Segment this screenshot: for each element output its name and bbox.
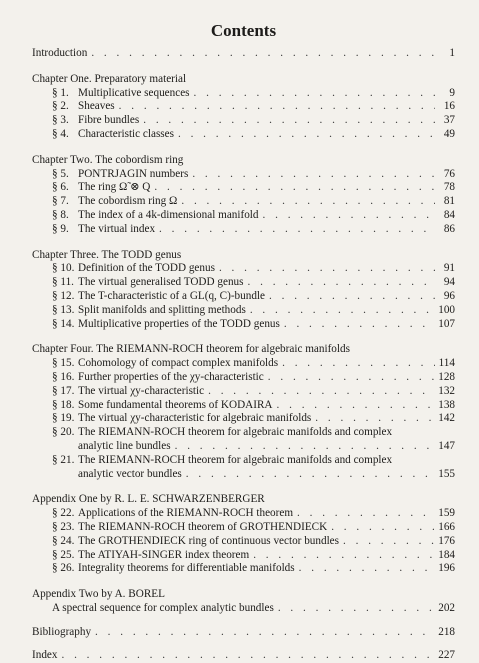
appendix-heading: Appendix One by R. L. E. SCHWARZENBERGER (32, 493, 265, 506)
toc-section (32, 507, 455, 521)
leader-dots (119, 100, 435, 114)
section-number: § 6. (52, 181, 69, 194)
section-number: § 22. (52, 507, 75, 520)
section-title: Multiplicative sequences (78, 86, 190, 99)
toc-section (32, 168, 455, 182)
leader-dots (250, 304, 434, 318)
section-title: Applications of the RIEMANN-ROCH theorem (78, 507, 294, 520)
section-number: § 19. (52, 412, 75, 425)
section-title: Multiplicative properties of the TODD genus (78, 317, 280, 330)
leader-dots (253, 549, 434, 563)
page-number: 147 (438, 439, 455, 452)
toc-section (32, 262, 455, 276)
leader-dots (263, 209, 435, 223)
toc-section (32, 371, 455, 385)
leader-dots (299, 562, 435, 576)
page-number: 138 (438, 398, 455, 411)
toc-section (32, 399, 455, 413)
leader-dots (192, 168, 435, 182)
toc-section (32, 276, 455, 290)
section-title: Sheaves (78, 100, 115, 113)
leader-dots (154, 181, 435, 195)
leader-dots (91, 47, 435, 61)
section-title: The T-characteristic of a GL(q, C)-bundle (78, 289, 266, 302)
page-number: 176 (438, 534, 455, 547)
section-number: § 21. (52, 453, 75, 466)
page-number: 155 (438, 467, 455, 480)
toc-section (32, 535, 455, 549)
leader-dots (269, 290, 435, 304)
section-title: Fibre bundles (78, 114, 140, 127)
leader-dots (186, 468, 434, 482)
toc-section (32, 195, 455, 209)
page-number: 1 (449, 47, 455, 59)
page-number: 142 (438, 412, 455, 425)
section-title: The ring Ω̃ ⊗ Q (78, 181, 151, 194)
toc-section-wrapped (32, 426, 455, 440)
page-number: 81 (443, 195, 455, 208)
section-number: § 18. (52, 398, 75, 411)
leader-dots (282, 357, 435, 371)
page-number: 94 (443, 276, 455, 289)
leader-dots (277, 399, 435, 413)
section-title: Characteristic classes (78, 127, 174, 140)
chapter-heading: Chapter Three. The TODD genus (32, 248, 182, 261)
section-number: § 26. (52, 562, 75, 575)
section-number: § 3. (52, 114, 69, 127)
toc-section (32, 223, 455, 237)
toc-section (32, 128, 455, 142)
leader-dots (208, 385, 434, 399)
leader-dots (268, 371, 434, 385)
chapter-heading: Chapter One. Preparatory material (32, 72, 187, 85)
section-title-line1: The RIEMANN-ROCH theorem for algebraic manifolds and complex (78, 453, 393, 466)
toc-section (32, 114, 455, 128)
section-title: The index of a 4k-dimensional manifold (78, 208, 259, 221)
section-title-line1: The RIEMANN-ROCH theorem for algebraic manifolds and complex (78, 426, 393, 439)
page-number: 166 (438, 520, 455, 533)
section-title: Cohomology of compact complex manifolds (78, 357, 279, 370)
section-number: § 24. (52, 534, 75, 547)
section-number: § 25. (52, 548, 75, 561)
page-number: 184 (438, 548, 455, 561)
section-title: The cobordism ring Ω (78, 195, 178, 208)
entry-label: Index (32, 649, 58, 662)
entry-label: Introduction (32, 47, 88, 59)
leader-dots (248, 276, 436, 290)
chapter-heading: Chapter Two. The cobordism ring (32, 153, 184, 166)
toc-entry-bibliography (32, 626, 455, 640)
toc-section (32, 87, 455, 101)
toc-entry-index (32, 649, 455, 663)
section-number: § 10. (52, 262, 75, 275)
section-number: § 4. (52, 127, 69, 140)
section-number: § 23. (52, 520, 75, 533)
section-title: The virtual generalised TODD genus (78, 276, 244, 289)
page-number: 76 (443, 167, 455, 180)
section-number: § 1. (52, 86, 69, 99)
page-number: 96 (443, 289, 455, 302)
section-title: The RIEMANN-ROCH theorem of GROTHENDIECK (78, 520, 328, 533)
page-number: 132 (438, 384, 455, 397)
page-number: 218 (438, 625, 455, 638)
section-number: § 2. (52, 100, 69, 113)
section-title: PONTRJAGIN numbers (78, 167, 189, 180)
toc-section (32, 357, 455, 371)
section-number: § 7. (52, 195, 69, 208)
section-title-line2: analytic vector bundles (78, 467, 182, 480)
page-number: 16 (443, 100, 455, 113)
section-number: § 13. (52, 303, 75, 316)
section-title-line2: analytic line bundles (78, 439, 171, 452)
toc-section-continuation (32, 440, 455, 454)
toc-section (32, 385, 455, 399)
leader-dots (297, 507, 434, 521)
section-title: Some fundamental theorems of KODAIRA (78, 398, 273, 411)
toc-subentry (32, 602, 455, 616)
toc-section (32, 290, 455, 304)
section-title: The virtual χy-characteristic for algebraic manifolds (78, 412, 312, 425)
page-number: 100 (438, 303, 455, 316)
leader-dots (284, 318, 434, 332)
page-number: 128 (438, 370, 455, 383)
page-number: 202 (438, 601, 455, 614)
section-number: § 17. (52, 384, 75, 397)
page-number: 107 (438, 317, 455, 330)
section-title: Integrality theorems for differentiable manifolds (78, 562, 295, 575)
section-number: § 11. (52, 276, 74, 289)
section-title: The virtual index (78, 222, 156, 235)
toc-section (32, 318, 455, 332)
page-number: 114 (438, 357, 455, 370)
leader-dots (181, 195, 435, 209)
page-number: 196 (438, 562, 455, 575)
toc-section (32, 100, 455, 114)
toc-section-continuation (32, 468, 455, 482)
section-number: § 16. (52, 370, 75, 383)
leader-dots (143, 114, 435, 128)
toc-section (32, 549, 455, 563)
page-number: 49 (443, 127, 455, 140)
page-number: 9 (449, 86, 455, 99)
section-number: § 5. (52, 167, 69, 180)
leader-dots (219, 262, 435, 276)
section-number: § 8. (52, 208, 69, 221)
leader-dots (343, 535, 434, 549)
leader-dots (331, 521, 434, 535)
page-number: 227 (438, 649, 455, 662)
toc-section (32, 412, 455, 426)
section-number: § 14. (52, 317, 75, 330)
page-number: 91 (443, 262, 455, 275)
appendix-heading: Appendix Two by A. BOREL (32, 588, 165, 601)
page-number: 159 (438, 507, 455, 520)
toc-section (32, 521, 455, 535)
section-title: Definition of the TODD genus (78, 262, 215, 275)
toc-section (32, 181, 455, 195)
section-number: § 12. (52, 289, 75, 302)
leader-dots (278, 602, 434, 616)
section-title: The virtual χy-characteristic (78, 384, 205, 397)
page-number: 78 (443, 181, 455, 194)
section-number: § 20. (52, 426, 75, 439)
page-number: 86 (443, 222, 455, 235)
page-title: Contents (210, 21, 277, 40)
section-number: § 15. (52, 357, 75, 370)
toc-section (32, 304, 455, 318)
section-title: Further properties of the χy-characteristic (78, 370, 264, 383)
page-number: 84 (443, 208, 455, 221)
leader-dots (315, 412, 434, 426)
section-title: A spectral sequence for complex analytic bundles (52, 601, 274, 614)
toc-section (32, 562, 455, 576)
section-number: § 9. (52, 222, 69, 235)
leader-dots (61, 649, 434, 663)
section-title: Split manifolds and splitting methods (78, 303, 246, 316)
leader-dots (178, 128, 435, 142)
entry-label: Bibliography (32, 625, 92, 638)
toc-entry-introduction (32, 47, 455, 61)
leader-dots (159, 223, 435, 237)
chapter-heading: Chapter Four. The RIEMANN-ROCH theorem for algebraic manifolds (32, 343, 350, 356)
leader-dots (175, 440, 435, 454)
leader-dots (95, 626, 434, 640)
toc-section (32, 209, 455, 223)
section-title: The ATIYAH-SINGER index theorem (78, 548, 250, 561)
toc-section-wrapped (32, 454, 455, 468)
section-title: The GROTHENDIECK ring of continuous vector bundles (78, 534, 339, 547)
page-number: 37 (443, 114, 455, 127)
leader-dots (194, 87, 435, 101)
